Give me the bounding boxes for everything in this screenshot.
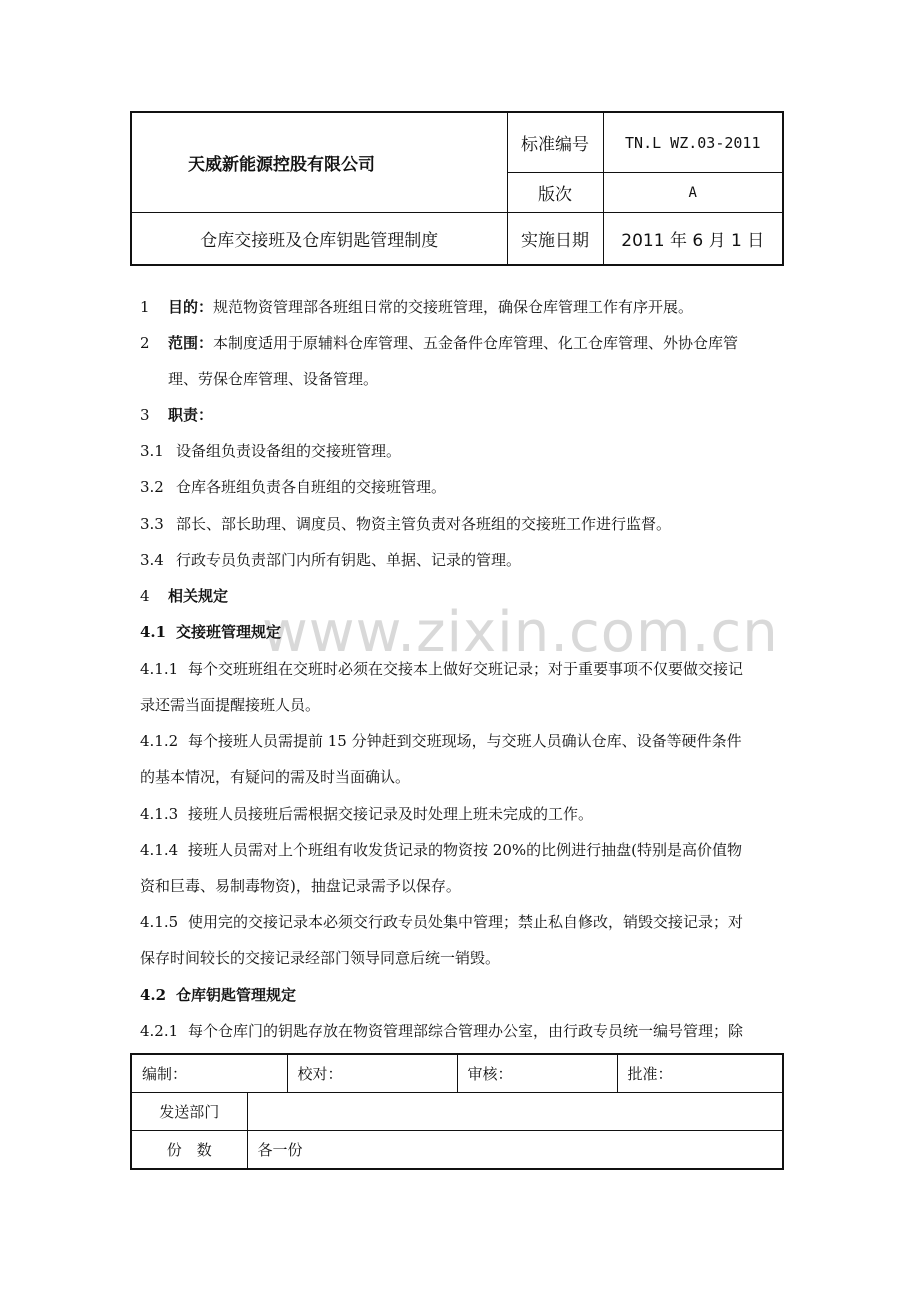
clause-text: 行政专员负责部门内所有钥匙、单据、记录的管理。 xyxy=(176,551,522,569)
standard-number-value: TN.L WZ.03-2011 xyxy=(603,112,783,173)
clause-title: 目的： xyxy=(168,298,214,316)
checked-by-label: 校对： xyxy=(287,1054,457,1093)
clause-text: 设备组负责设备组的交接班管理。 xyxy=(176,442,402,460)
company-name: 天威新能源控股有限公司 xyxy=(131,112,507,213)
clause-text: 本制度适用于原辅料仓库管理、五金备件仓库管理、化工仓库管理、外协仓库管 xyxy=(213,334,739,352)
body-line xyxy=(140,767,410,787)
clause-title: 仓库钥匙管理规定 xyxy=(176,986,297,1004)
clause-text: 每个仓库门的钥匙存放在物资管理部综合管理办公室，由行政专员统一编号管理；除 xyxy=(188,1022,744,1040)
clause-number: 3.4 xyxy=(140,551,164,569)
clause-title: 相关规定 xyxy=(168,587,229,605)
watermark: www.zixin.com.cn xyxy=(262,600,779,665)
clause-number: 3.2 xyxy=(140,478,164,496)
body-line xyxy=(168,369,378,389)
document-title: 仓库交接班及仓库钥匙管理制度 xyxy=(131,213,507,266)
clause-text: 接班人员接班后需根据交接记录及时处理上班未完成的工作。 xyxy=(188,805,594,823)
body-line xyxy=(140,1021,743,1041)
body-line xyxy=(140,876,461,896)
clause-number: 3 xyxy=(140,406,150,424)
approved-by-label: 批准： xyxy=(617,1054,783,1093)
version-value: A xyxy=(603,173,783,213)
version-label: 版次 xyxy=(507,173,603,213)
clause-text: 接班人员需对上个班组有收发货记录的物资按 20%的比例进行抽盘(特别是高价值物 xyxy=(188,841,742,859)
clause-text: 每个交班班组在交班时必须在交接本上做好交班记录；对于重要事项不仅要做交接记 xyxy=(188,660,744,678)
clause-title: 范围： xyxy=(168,334,214,352)
standard-number-label: 标准编号 xyxy=(507,112,603,173)
clause-title: 职责： xyxy=(168,406,214,424)
body-line xyxy=(140,948,500,968)
clause-number: 4 xyxy=(140,587,150,605)
body-line xyxy=(140,441,401,461)
clause-number: 4.1.4 xyxy=(140,841,179,859)
body-line xyxy=(140,333,738,353)
copies-value: 各一份 xyxy=(247,1131,783,1170)
body-line xyxy=(140,622,281,642)
clause-number: 1 xyxy=(140,298,150,316)
approval-footer-table xyxy=(130,1053,784,1170)
clause-number: 4.1.3 xyxy=(140,805,179,823)
clause-text: 规范物资管理部各班组日常的交接班管理，确保仓库管理工作有序开展。 xyxy=(213,298,694,316)
clause-text: 仓库各班组负责各自班组的交接班管理。 xyxy=(176,478,447,496)
body-line xyxy=(140,912,743,932)
clause-title: 交接班管理规定 xyxy=(176,623,282,641)
clause-text: 录还需当面提醒接班人员。 xyxy=(140,696,321,714)
clause-number: 3.3 xyxy=(140,515,164,533)
body-line xyxy=(140,514,671,534)
body-line xyxy=(140,550,521,570)
effective-date-label: 实施日期 xyxy=(507,213,603,266)
body-line xyxy=(140,586,228,606)
clause-number: 4.2.1 xyxy=(140,1022,179,1040)
clause-text: 的基本情况，有疑问的需及时当面确认。 xyxy=(140,768,411,786)
body-line xyxy=(140,405,213,425)
clause-number: 4.1.2 xyxy=(140,732,179,750)
body-line xyxy=(140,840,742,860)
body-line xyxy=(140,731,742,751)
send-department-value xyxy=(247,1093,783,1131)
body-line xyxy=(140,297,693,317)
body-line xyxy=(140,695,320,715)
body-line xyxy=(140,659,743,679)
send-department-label: 发送部门 xyxy=(131,1093,247,1131)
compiled-by-label: 编制： xyxy=(131,1054,287,1093)
clause-text: 每个接班人员需提前 15 分钟赶到交班现场，与交班人员确认仓库、设备等硬件条件 xyxy=(188,732,742,750)
effective-date-value: 2011 年 6 月 1 日 xyxy=(603,213,783,266)
clause-text: 部长、部长助理、调度员、物资主管负责对各班组的交接班工作进行监督。 xyxy=(176,515,672,533)
clause-number: 4.1.1 xyxy=(140,660,179,678)
document-header-table xyxy=(130,111,784,266)
body-line xyxy=(140,985,296,1005)
clause-text: 资和巨毒、易制毒物资)，抽盘记录需予以保存。 xyxy=(140,877,461,895)
clause-text: 使用完的交接记录本必须交行政专员处集中管理；禁止私自修改，销毁交接记录；对 xyxy=(188,913,744,931)
reviewed-by-label: 审核： xyxy=(457,1054,617,1093)
clause-text: 保存时间较长的交接记录经部门领导同意后统一销毁。 xyxy=(140,949,501,967)
clause-number: 4.1.5 xyxy=(140,913,179,931)
clause-number: 4.2 xyxy=(140,986,167,1004)
body-line xyxy=(140,477,446,497)
clause-text: 理、劳保仓库管理、设备管理。 xyxy=(168,370,379,388)
clause-number: 3.1 xyxy=(140,442,164,460)
clause-number: 2 xyxy=(140,334,150,352)
copies-label: 份 数 xyxy=(131,1131,247,1170)
body-line xyxy=(140,804,593,824)
clause-number: 4.1 xyxy=(140,623,167,641)
